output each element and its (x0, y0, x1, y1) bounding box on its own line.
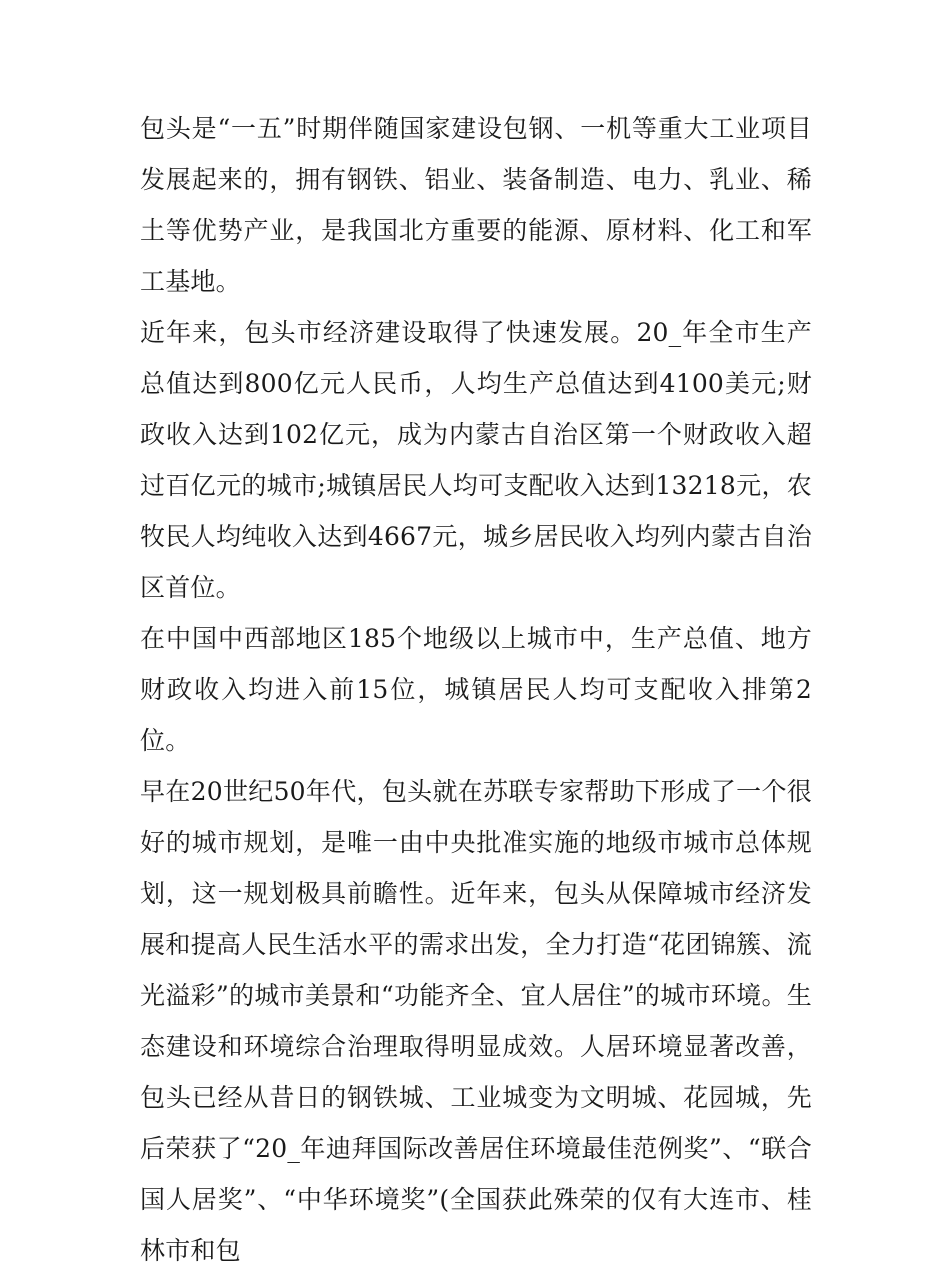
document-body (140, 103, 812, 1276)
paragraph-economy: 近年来，包头市经济建设取得了快速发展。20_年全市生产总值达到800亿元人民币，人均生产总值达到4100美元;财政收入达到102亿元，成为内蒙古自治区第一个财政收入超过百亿元的城市;城镇居民人均可支配收入达到13218元，农牧民人均纯收入达到4667元，城乡居民收入均列内蒙古自治区首位。 (140, 318, 812, 602)
paragraph-ranking: 在中国中西部地区185个地级以上城市中，生产总值、地方财政收入均进入前15位，城镇居民人均可支配收入排第2位。 (140, 624, 812, 755)
paragraph-industry: 包头是“一五”时期伴随国家建设包钢、一机等重大工业项目发展起来的，拥有钢铁、铝业、装备制造、电力、乳业、稀土等优势产业，是我国北方重要的能源、原材料、化工和军工基地。 (140, 114, 812, 296)
paragraph-urban-planning: 早在20世纪50年代，包头就在苏联专家帮助下形成了一个很好的城市规划，是唯一由中央批准实施的地级市城市总体规划，这一规划极具前瞻性。近年来，包头从保障城市经济发展和提高人民生活水平的需求出发，全力打造“花团锦簇、流光溢彩”的城市美景和“功能齐全、宜人居住”的城市环境。生态建设和环境综合治理取得明显成效。人居环境显著改善，包头已经从昔日的钢铁城、工业城变为文明城、花园城，先后荣获了“20_年迪拜国际改善居住环境最佳范例奖”、“联合国人居奖”、“中华环境奖”(全国获此殊荣的仅有大连市、桂林市和包 (140, 777, 812, 1265)
